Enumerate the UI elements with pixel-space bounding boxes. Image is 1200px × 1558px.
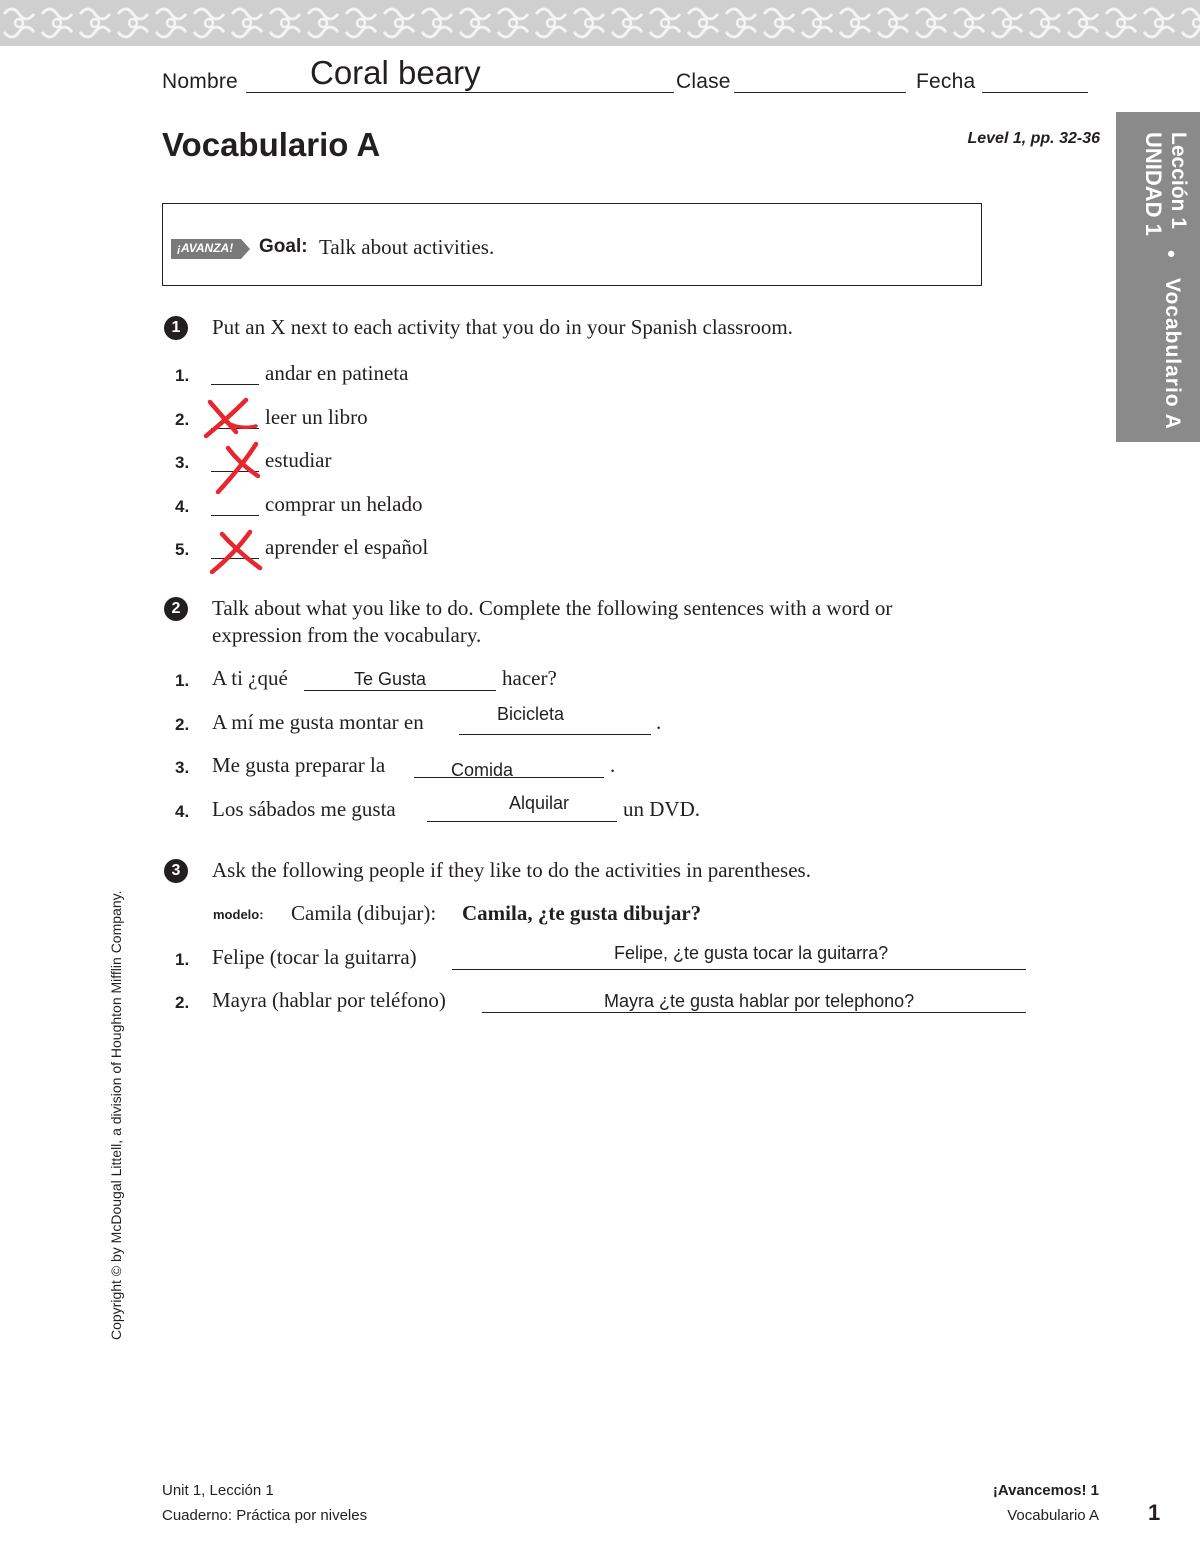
- copyright-notice: Copyright © by McDougal Littell, a division of Houghton Mifflin Company.: [108, 890, 124, 1340]
- model-prompt: Camila (dibujar):: [291, 901, 437, 925]
- s2-item-3-answer[interactable]: Comida: [451, 760, 514, 780]
- nombre-underline: [246, 92, 674, 93]
- side-tab-unit: UNIDAD 1: [1141, 132, 1166, 236]
- goal-text: Talk about activities.: [319, 235, 495, 259]
- footer-book: Cuaderno: Práctica por niveles: [162, 1507, 368, 1524]
- goal-box: [162, 203, 982, 286]
- s3-item-1-answer[interactable]: Felipe, ¿te gusta tocar la guitarra?: [614, 943, 889, 963]
- s2-item-4-number: 4.: [175, 802, 190, 821]
- section-2-number: 2: [164, 597, 188, 621]
- footer-section: Vocabulario A: [1007, 1507, 1099, 1524]
- s2-item-2-before: A mí me gusta montar en: [212, 710, 424, 734]
- s2-item-1-blank[interactable]: [304, 690, 496, 691]
- fecha-field[interactable]: [982, 92, 1088, 93]
- side-tab-lesson: Lección 1: [1167, 132, 1190, 229]
- footer-unit: Unit 1, Lección 1: [162, 1482, 274, 1499]
- side-tab-text: [1116, 112, 1200, 442]
- level-reference: Level 1, pp. 32-36: [967, 130, 1100, 147]
- s3-item-1-number: 1.: [175, 950, 190, 969]
- clase-label: Clase: [676, 70, 731, 93]
- s1-item-5-x-mark: [204, 528, 268, 576]
- goal-label: Goal:: [259, 236, 308, 257]
- nombre-label: Nombre: [162, 70, 238, 93]
- nombre-value[interactable]: Coral beary: [310, 54, 481, 91]
- s1-item-1-text: andar en patineta: [265, 361, 409, 385]
- page-title: Vocabulario A: [162, 126, 381, 163]
- s2-item-3-number: 3.: [175, 758, 190, 777]
- s1-item-4-blank[interactable]: [211, 515, 259, 516]
- side-tab-section: Vocabulario A: [1161, 278, 1184, 430]
- band-pattern: [0, 0, 1200, 46]
- s2-item-4-blank[interactable]: [427, 821, 617, 822]
- s2-item-1-after: hacer?: [502, 666, 557, 690]
- s1-item-2-text: leer un libro: [265, 405, 368, 429]
- footer-series: ¡Avancemos! 1: [992, 1482, 1099, 1499]
- s3-item-2-blank[interactable]: [482, 1012, 1026, 1013]
- side-tab-bullet: •: [1159, 250, 1184, 258]
- model-label: modelo:: [213, 907, 264, 922]
- s1-item-4-number: 4.: [175, 497, 190, 516]
- s2-item-2-blank[interactable]: [459, 734, 651, 735]
- s3-item-2-answer[interactable]: Mayra ¿te gusta hablar por telephono?: [604, 991, 915, 1011]
- s2-item-2-number: 2.: [175, 715, 190, 734]
- avanza-badge-text: ¡AVANZA!: [177, 241, 234, 255]
- s1-item-3-text: estudiar: [265, 448, 332, 472]
- s2-item-3-after: .: [610, 753, 616, 777]
- section-3-instruction: Ask the following people if they like to do the activities in parentheses.: [212, 858, 811, 882]
- s1-item-1-blank[interactable]: [211, 384, 259, 385]
- s2-item-2-answer[interactable]: Bicicleta: [497, 704, 565, 724]
- clase-field[interactable]: [734, 92, 906, 93]
- s2-item-2-after: .: [656, 710, 662, 734]
- s2-item-1-number: 1.: [175, 671, 190, 690]
- section-1-instruction: Put an X next to each activity that you do in your Spanish classroom.: [212, 315, 793, 339]
- fecha-label: Fecha: [916, 70, 976, 93]
- s2-item-3-before: Me gusta preparar la: [212, 753, 386, 777]
- side-tab: [1116, 112, 1200, 442]
- s3-item-2-number: 2.: [175, 993, 190, 1012]
- s1-item-5-number: 5.: [175, 540, 190, 559]
- s3-item-1-prompt: Felipe (tocar la guitarra): [212, 945, 417, 969]
- s2-item-4-after: un DVD.: [623, 797, 700, 821]
- s1-item-2-x-mark: [196, 396, 266, 440]
- s1-item-4-text: comprar un helado: [265, 492, 423, 516]
- s3-item-2-prompt: Mayra (hablar por teléfono): [212, 988, 446, 1012]
- page-number: 1: [1148, 1500, 1161, 1525]
- decorative-top-band: [0, 0, 1200, 46]
- avanza-badge: [171, 237, 249, 261]
- s1-item-3-number: 3.: [175, 453, 190, 472]
- s2-item-1-before: A ti ¿qué: [212, 666, 288, 690]
- s1-item-2-number: 2.: [175, 410, 190, 429]
- s1-item-3-x-mark: [206, 440, 270, 496]
- s3-item-1-blank[interactable]: [452, 969, 1026, 970]
- s2-item-4-before: Los sábados me gusta: [212, 797, 396, 821]
- s1-item-1-number: 1.: [175, 366, 190, 385]
- section-2-instruction-line2: expression from the vocabulary.: [212, 623, 482, 647]
- s1-item-5-text: aprender el español: [265, 535, 429, 559]
- s2-item-1-answer[interactable]: Te Gusta: [354, 669, 427, 689]
- section-1-number: 1: [164, 316, 188, 340]
- section-2-instruction-line1: Talk about what you like to do. Complete the following sentences with a word or: [212, 596, 893, 620]
- section-3-number: 3: [164, 859, 188, 883]
- model-answer: Camila, ¿te gusta dibujar?: [462, 901, 702, 925]
- s2-item-4-answer[interactable]: Alquilar: [509, 793, 570, 813]
